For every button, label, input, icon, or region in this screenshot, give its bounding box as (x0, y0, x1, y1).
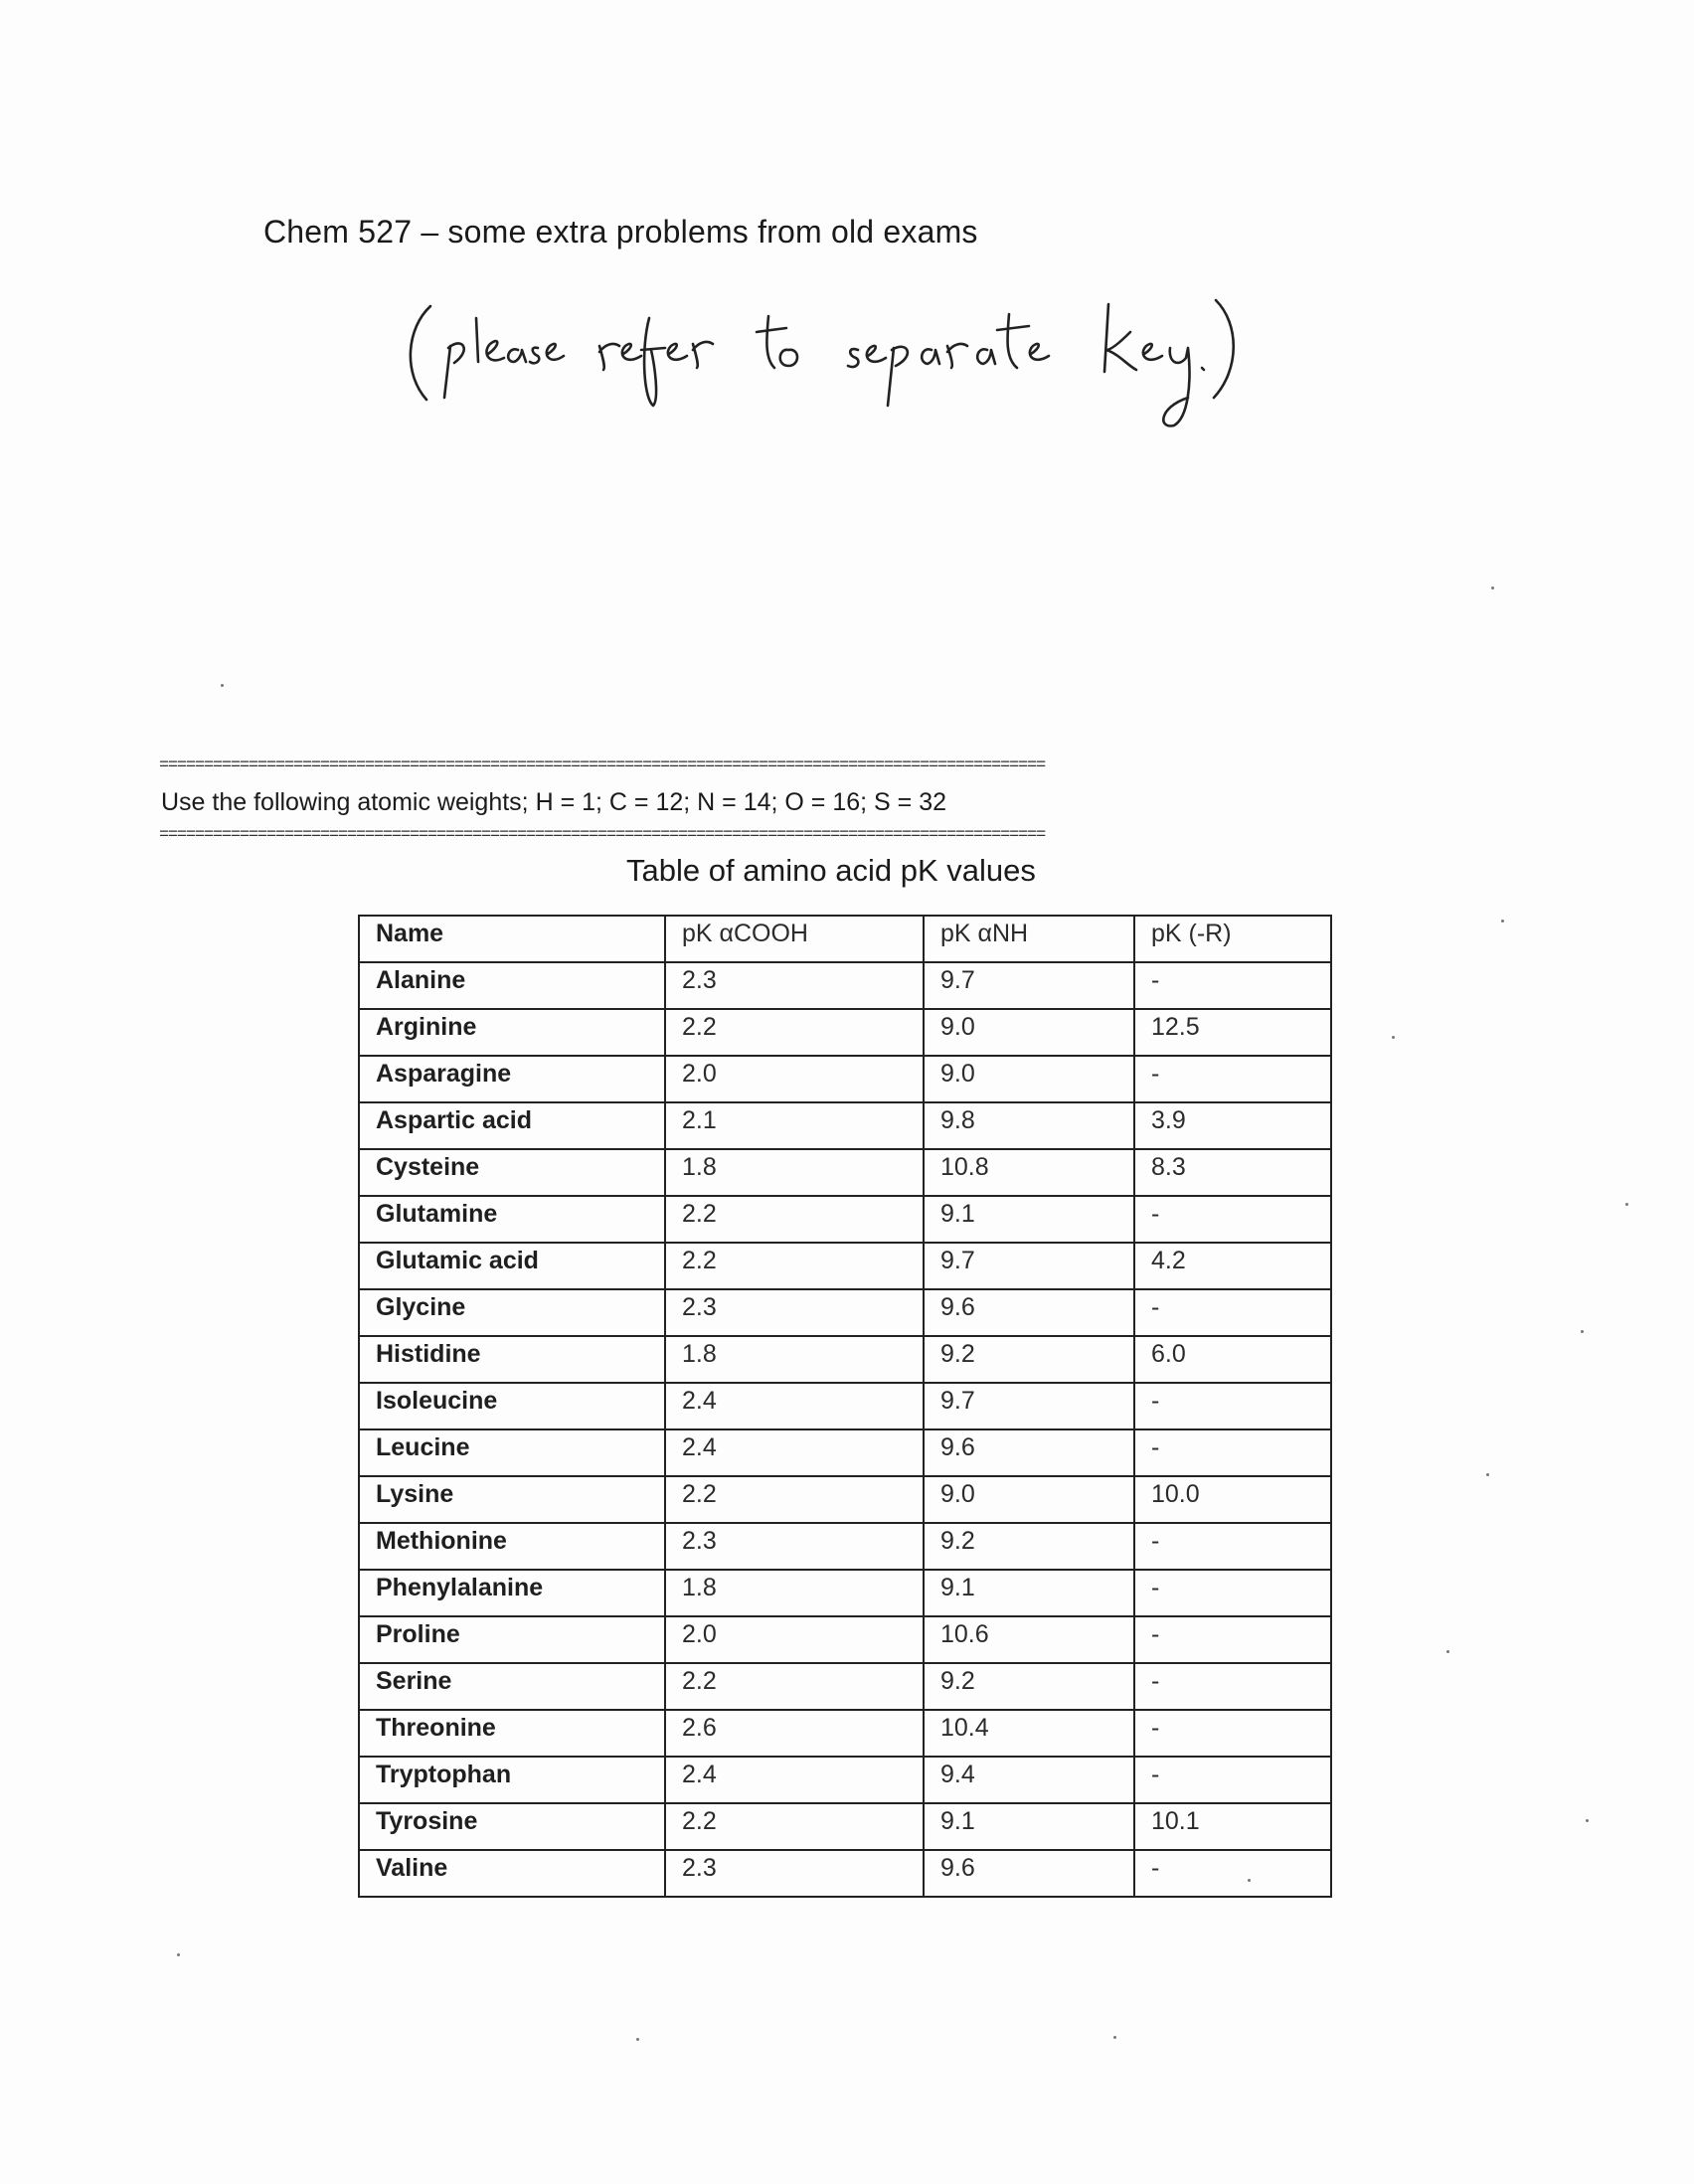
cell-pk-nh: 9.7 (924, 1243, 1134, 1289)
cell-pk-nh: 9.0 (924, 1009, 1134, 1056)
page-title: Chem 527 – some extra problems from old exams (263, 214, 978, 250)
column-header-name: Name (359, 916, 665, 962)
cell-pk-nh: 10.8 (924, 1149, 1134, 1196)
cell-name: Glycine (359, 1289, 665, 1336)
cell-pk-r: - (1134, 962, 1331, 1009)
scan-speck (1581, 1330, 1584, 1333)
cell-pk-r: - (1134, 1383, 1331, 1429)
table-row (359, 1757, 1331, 1803)
cell-pk-r: - (1134, 1663, 1331, 1710)
cell-pk-r: - (1134, 1196, 1331, 1243)
cell-pk-r: 6.0 (1134, 1336, 1331, 1383)
cell-name: Serine (359, 1663, 665, 1710)
cell-pk-cooh: 2.4 (665, 1757, 924, 1803)
column-header-pk-nh: pK αNH (924, 916, 1134, 962)
cell-pk-r: 3.9 (1134, 1102, 1331, 1149)
cell-pk-cooh: 1.8 (665, 1570, 924, 1616)
cell-pk-cooh: 2.3 (665, 962, 924, 1009)
cell-pk-cooh: 2.2 (665, 1663, 924, 1710)
cell-pk-r: - (1134, 1523, 1331, 1570)
table-row (359, 1803, 1331, 1850)
scan-speck (1491, 587, 1494, 589)
cell-pk-r: - (1134, 1616, 1331, 1663)
scan-speck (177, 1953, 180, 1956)
cell-name: Phenylalanine (359, 1570, 665, 1616)
table-row (359, 1616, 1331, 1663)
cell-pk-nh: 9.6 (924, 1850, 1134, 1897)
cell-pk-cooh: 2.4 (665, 1429, 924, 1476)
cell-name: Histidine (359, 1336, 665, 1383)
handwritten-note (393, 288, 1248, 467)
cell-pk-cooh: 2.4 (665, 1383, 924, 1429)
cell-pk-r: - (1134, 1757, 1331, 1803)
atomic-weights-line: Use the following atomic weights; H = 1; C = 12; N = 14; O = 16; S = 32 (161, 788, 947, 816)
cell-pk-cooh: 2.6 (665, 1710, 924, 1757)
cell-name: Lysine (359, 1476, 665, 1523)
table-title: Table of amino acid pK values (626, 853, 1036, 888)
table-row (359, 1243, 1331, 1289)
cell-pk-nh: 9.6 (924, 1289, 1134, 1336)
cell-name: Threonine (359, 1710, 665, 1757)
separator-rule-top: =================================================================================================== (159, 757, 1046, 775)
cell-name: Isoleucine (359, 1383, 665, 1429)
cell-pk-r: - (1134, 1429, 1331, 1476)
scan-speck (1248, 1879, 1251, 1882)
cell-name: Asparagine (359, 1056, 665, 1102)
scan-speck (1446, 1650, 1449, 1653)
cell-pk-nh: 10.4 (924, 1710, 1134, 1757)
cell-name: Valine (359, 1850, 665, 1897)
cell-name: Methionine (359, 1523, 665, 1570)
cell-name: Glutamic acid (359, 1243, 665, 1289)
cell-name: Tyrosine (359, 1803, 665, 1850)
table-row (359, 1149, 1331, 1196)
cell-pk-nh: 10.6 (924, 1616, 1134, 1663)
cell-pk-r: - (1134, 1289, 1331, 1336)
cell-pk-cooh: 2.1 (665, 1102, 924, 1149)
cell-pk-cooh: 2.2 (665, 1196, 924, 1243)
column-header-pk-cooh: pK αCOOH (665, 916, 924, 962)
cell-pk-r: 4.2 (1134, 1243, 1331, 1289)
cell-pk-nh: 9.1 (924, 1196, 1134, 1243)
cell-pk-r: - (1134, 1056, 1331, 1102)
table-row (359, 1570, 1331, 1616)
table-body (359, 962, 1331, 1897)
table-row (359, 1289, 1331, 1336)
scan-speck (1586, 1819, 1589, 1822)
cell-pk-nh: 9.2 (924, 1663, 1134, 1710)
cell-pk-cooh: 2.0 (665, 1616, 924, 1663)
cell-pk-r: - (1134, 1850, 1331, 1897)
cell-pk-r: 10.0 (1134, 1476, 1331, 1523)
table-row (359, 1710, 1331, 1757)
cell-pk-cooh: 1.8 (665, 1149, 924, 1196)
table-row (359, 1102, 1331, 1149)
cell-pk-nh: 9.7 (924, 962, 1134, 1009)
cell-pk-cooh: 1.8 (665, 1336, 924, 1383)
cell-pk-nh: 9.8 (924, 1102, 1134, 1149)
scan-speck (221, 684, 224, 687)
cell-pk-nh: 9.0 (924, 1056, 1134, 1102)
separator-rule-bottom: =================================================================================================== (159, 827, 1046, 845)
cell-name: Proline (359, 1616, 665, 1663)
cell-pk-cooh: 2.3 (665, 1523, 924, 1570)
table-row (359, 1850, 1331, 1897)
cell-pk-r: - (1134, 1570, 1331, 1616)
scan-speck (636, 2038, 639, 2041)
table-header-row (359, 916, 1331, 962)
scan-speck (1392, 1036, 1395, 1039)
cell-pk-nh: 9.1 (924, 1570, 1134, 1616)
table-row (359, 1429, 1331, 1476)
cell-pk-r: 12.5 (1134, 1009, 1331, 1056)
table-row (359, 1196, 1331, 1243)
table-row (359, 1009, 1331, 1056)
cell-pk-r: 8.3 (1134, 1149, 1331, 1196)
cell-pk-nh: 9.4 (924, 1757, 1134, 1803)
cell-name: Arginine (359, 1009, 665, 1056)
cell-pk-nh: 9.1 (924, 1803, 1134, 1850)
table-row (359, 1476, 1331, 1523)
cell-pk-cooh: 2.2 (665, 1243, 924, 1289)
table-row (359, 1663, 1331, 1710)
cell-pk-cooh: 2.3 (665, 1850, 924, 1897)
cell-pk-cooh: 2.2 (665, 1476, 924, 1523)
cell-name: Leucine (359, 1429, 665, 1476)
cell-name: Aspartic acid (359, 1102, 665, 1149)
scan-speck (1113, 2036, 1116, 2039)
cell-pk-nh: 9.0 (924, 1476, 1134, 1523)
cell-name: Cysteine (359, 1149, 665, 1196)
cell-name: Alanine (359, 962, 665, 1009)
column-header-pk-r: pK (-R) (1134, 916, 1331, 962)
cell-pk-r: 10.1 (1134, 1803, 1331, 1850)
cell-pk-cooh: 2.2 (665, 1009, 924, 1056)
scan-speck (1501, 920, 1504, 923)
table-row (359, 1336, 1331, 1383)
table-row (359, 1523, 1331, 1570)
table-row (359, 1383, 1331, 1429)
cell-pk-r: - (1134, 1710, 1331, 1757)
amino-acid-pk-table (358, 915, 1332, 1898)
table-row (359, 1056, 1331, 1102)
scan-speck (1486, 1473, 1489, 1476)
table-row (359, 962, 1331, 1009)
cell-pk-nh: 9.2 (924, 1336, 1134, 1383)
cell-pk-cooh: 2.2 (665, 1803, 924, 1850)
cell-name: Glutamine (359, 1196, 665, 1243)
cell-name: Tryptophan (359, 1757, 665, 1803)
scan-speck (1625, 1203, 1628, 1206)
cell-pk-nh: 9.6 (924, 1429, 1134, 1476)
cell-pk-nh: 9.2 (924, 1523, 1134, 1570)
cell-pk-cooh: 2.0 (665, 1056, 924, 1102)
cell-pk-cooh: 2.3 (665, 1289, 924, 1336)
cell-pk-nh: 9.7 (924, 1383, 1134, 1429)
